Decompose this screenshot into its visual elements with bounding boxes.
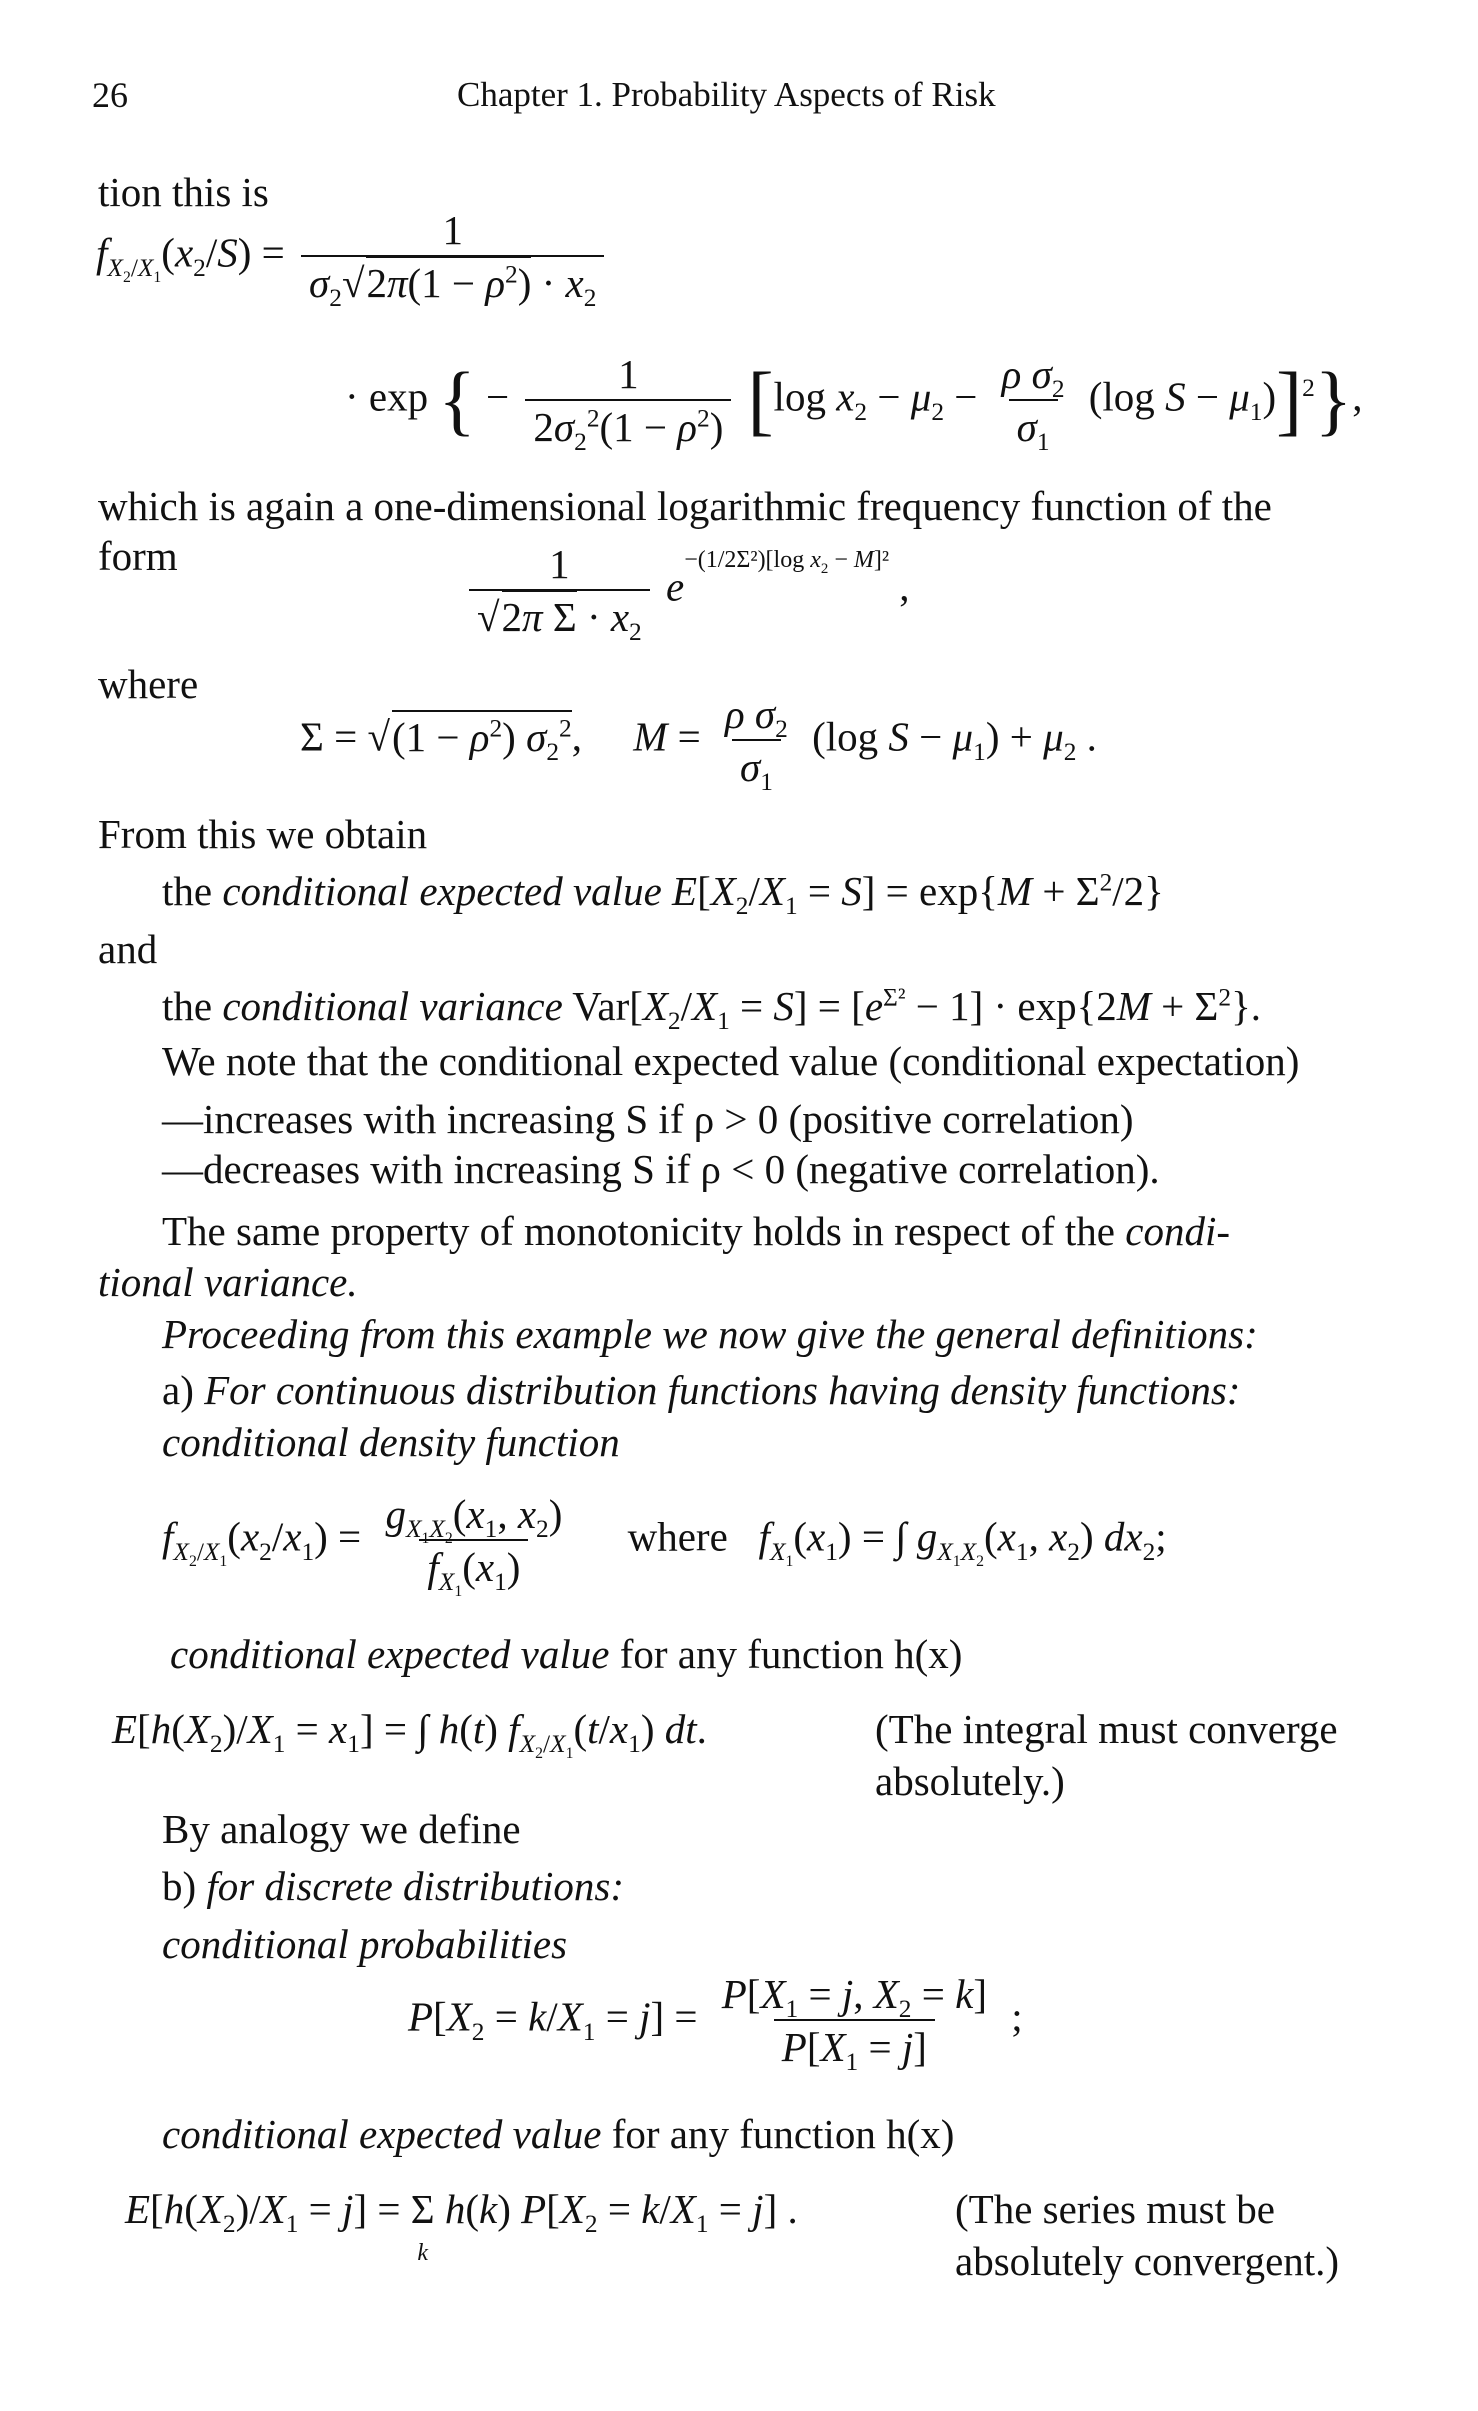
cond-exp-line-b (162, 2110, 954, 2159)
a-heading-line (162, 1366, 1240, 1415)
by-analogy-text: By analogy we define (162, 1806, 521, 1852)
equation-density: $f_{X_2/X_1}(x_2/S)$ = $\frac{1}{\sigma_2√2\pi(1 - \rho^2) \cdot x_2}$ (96, 206, 610, 308)
cond-density-label: conditional density function (162, 1419, 620, 1465)
series-note-2: absolutely convergent.) (955, 2238, 1340, 2284)
cond-variance-label: conditional variance (222, 983, 563, 1029)
logarithmic-text: which is again a one-dimensional logarithmic frequency function of the (98, 483, 1272, 529)
series-note-1: (The series must be (955, 2186, 1275, 2232)
cond-variance-line: the conditional variance $Var[X_2/X_1 = S] = [e^{\Sigma^2} - 1] \cdot \exp\{2M + \Sigma^2\}$. (162, 983, 1262, 1036)
b-heading: for discrete distributions: (206, 1863, 624, 1909)
cond-exp-label-b: conditional expected value (162, 2111, 602, 2157)
where-word: where (627, 1513, 728, 1560)
same-property-line (162, 1207, 1230, 1256)
and-text: and (98, 926, 158, 972)
equation-lognormal: $\frac{1}{√2\pi \Sigma \cdot x_2}$ $e^{-(1/2\Sigma^2)[log x_2 - M]^2}$ , (463, 540, 910, 642)
integral-note-2: absolutely.) (875, 1758, 1065, 1804)
cond-expected-line: the conditional expected value $E[X_2/X_1 = S] = \exp\{M + \Sigma^2/2\}$ (162, 868, 1164, 921)
integral-note-1: (The integral must converge (875, 1706, 1338, 1752)
running-title: Chapter 1. Probability Aspects of Risk (457, 75, 996, 114)
equation-cond-prob: $P[X_2 = k/X_1 = j]$ = $\frac{P[X_1 = j, X_2 = k]}{P[X_1 = j]}$ ; (408, 1971, 1023, 2077)
same-property-italic: condi- (1125, 1208, 1231, 1254)
increases-text: —increases with increasing S if ρ > 0 (positive correlation) (162, 1096, 1134, 1142)
the-word-2: the (162, 983, 213, 1029)
decreases-text: —decreases with increasing S if ρ < 0 (negative correlation). (162, 1146, 1160, 1192)
equation-integral: $E[h(X_2)/X_1 = x_1]$ = ∫ h(t) $f_{X_2/X_1}(t/x_1)$ dt. (112, 1706, 707, 1763)
cond-exp-label-a: conditional expected value (170, 1631, 610, 1677)
equation-series: $E[h(X_2)/X_1 = j] = \Sigma$ $^k$ h(k) $P[X_2 = k/X_1 = j]$ . (125, 2186, 798, 2267)
equation-exp: · exp { − $\frac{1}{2\sigma_2^2(1 - \rho^2)}$ [log $x_2 - \mu_2$ − $\frac{\rho \sigma_2}{\sigma_1}$ (log $S - \mu_1)]^2$}, (345, 351, 1363, 457)
b-label: b) (162, 1863, 197, 1909)
where-text: where (98, 661, 199, 707)
the-word: the (162, 868, 213, 914)
same-property-text: The same property of monotonicity holds in respect of the (162, 1208, 1116, 1254)
from-this-text: From this we obtain (98, 811, 428, 857)
cond-probs-label: conditional probabilities (162, 1921, 568, 1967)
a-heading: For continuous distribution functions having density functions: (204, 1367, 1241, 1413)
proceeding-text: Proceeding from this example we now give the general definitions: (162, 1311, 1258, 1357)
we-note-text: We note that the conditional expected value (conditional expectation) (162, 1038, 1300, 1084)
for-any-b: for any function h(x) (611, 2111, 955, 2157)
for-any-a: for any function h(x) (619, 1631, 963, 1677)
equation-sigma-m: $\Sigma = √(1 - \rho^2)$ $\sigma_2^2$, M = $\frac{\rho \sigma_2}{\sigma_1}$ (log $S - \mu_1) + \mu_2$ . (300, 691, 1097, 797)
equation-density-general: $f_{X_2/X_1}(x_2/x_1)$ = $\frac{g_{X_1X_2}(x_1, x_2)}{f_{X_1}(x_1)}$ where $f_{X_1}(x_1)$ = ∫ $g_{X_1X_2}(x_1$, $x_2$) $dx_2$; (162, 1491, 1167, 1601)
page-number: 26 (92, 75, 128, 115)
cond-exp-line-a (170, 1630, 962, 1679)
b-heading-line (162, 1862, 624, 1911)
intro-text: tion this is (98, 169, 269, 215)
cond-expected-label: conditional expected value (222, 868, 662, 914)
form-text: form (98, 533, 178, 579)
a-label: a) (162, 1367, 194, 1413)
same-property-cont: tional variance. (98, 1259, 358, 1305)
